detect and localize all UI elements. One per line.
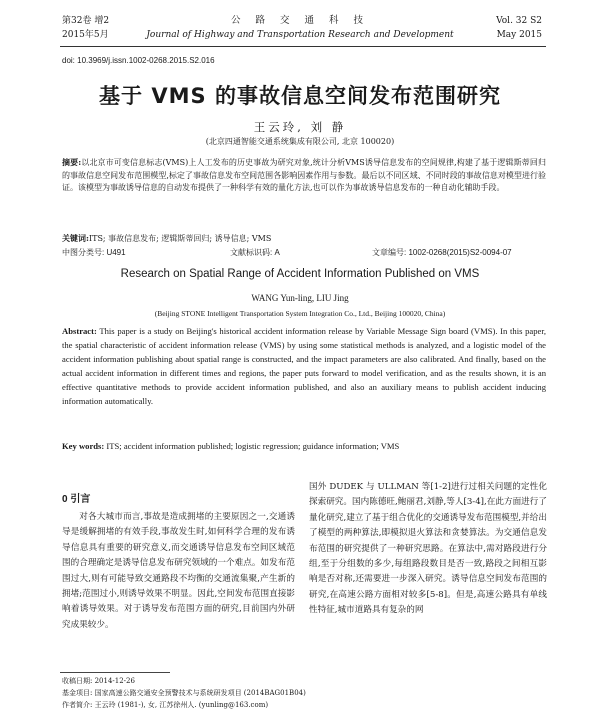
body-right-column: 国外 DUDEK 与 ULLMAN 等[1-2]进行过相关问题的定性化探索研究。国内陈德旺,鲍丽君,刘静,等人[3-4],在此方面进行了量化研究,建立了基于组合优化的交通诱导发布范围模型,并给出了模型的两种算法,即模拟退火算法和贪婪算法。为交通信息发布范围的研究提供了一种研究思路。在算法中,需对路段进行分组,至于分组数的多少,每组路段数目是否一致,路段之间相互影响是否对称,还需要进一步深入研究。诱导信息空间发布范围的研究,在高速公路方面相对较多[5-8]。但是,高速公路具有单线性特征,城市道路具有复杂的网 <box>309 482 547 616</box>
keywords-cn <box>62 233 271 244</box>
abstract-en-text: This paper is a study on Beijing's historical accident information release by Variable Message Sign board (VMS). In this paper, the spatial characteristic of accident information release (VMS) by using some statistical methods is analyzed, and a logistic model of the accident information publishing about spatial range is constructed, and the impact parameters are also calibrated. And finally, based on the actual accident information in different times and regions, the paper puts forward to model verification, and as the results shown, it is an effective quantitative methods to provide accident information published, and also an auxiliary means to publish accident inducing information automatically. <box>62 326 546 407</box>
keywords-en-text: ITS; accident information published; logistic regression; guidance information; VMS <box>106 441 400 451</box>
article-number: 文章编号: 1002-0268(2015)S2-0094-07 <box>372 248 512 257</box>
section-heading-introduction: 0 引言 <box>62 494 91 505</box>
footnote-rule <box>60 672 170 673</box>
footnote-received: 收稿日期: 2014-12-26 <box>62 677 135 685</box>
body-left-column: 对各大城市而言,事故是造成拥堵的主要原因之一,交通诱导是缓解拥堵的有效手段,事故发生时,如何科学合理的发布诱导信息具有重要的研究意义,而交通诱导信息发布空间区域范围的合理确定是诱导信息发布研究领域的一个难点。如发布范围过大,则有可能导致交通路段不均衡的交通流集聚,产生新的拥堵;范围过小,则诱导效果不明显。因此,空间发布范围直接影响着诱导效果。对于诱导发布范围方面的研究,目前国内外研究成果较少。 <box>62 512 295 630</box>
abstract-cn <box>62 156 546 195</box>
volume-en: Vol. 32 S2 <box>496 16 542 26</box>
abstract-en <box>62 324 546 409</box>
doi: doi: 10.3969/j.issn.1002-0268.2015.S2.016 <box>62 56 215 65</box>
journal-name-cn: 公 路 交 通 科 技 <box>230 15 370 26</box>
footnote-author: 作者简介: 王云玲 (1981-), 女, 江苏徐州人. (yunling@163.com) <box>62 701 269 709</box>
keywords-en <box>62 441 546 451</box>
abstract-cn-text: 以北京市可变信息标志(VMS)上人工发布的历史事故为研究对象,统计分析VMS诱导信息发布的空间规律,构建了基于逻辑斯蒂回归的事故信息空间发布范围模型,标定了事故信息发布空间范围各影响因素作用与参数。最后以不同区域、不同时段的事故信息对模型进行验证。该模型为事故诱导信息的自动发布提供了一种科学有效的量化方法,也可以作为事故诱导信息发布的一种自动化辅助手段。 <box>62 158 546 193</box>
abstract-cn-label: 摘要: <box>62 157 82 167</box>
abstract-en-label: Abstract: <box>62 326 97 336</box>
affiliation-en: (Beijing STONE Intelligent Transportation System Integration Co., Ltd., Beijing 100020, China) <box>154 309 446 318</box>
keywords-cn-text: ITS; 事故信息发布; 逻辑斯蒂回归; 诱导信息; VMS <box>88 234 272 243</box>
clc-number: 中图分类号: U491 <box>62 248 126 257</box>
keywords-en-label: Key words: <box>62 441 105 451</box>
paper-title-cn: 基于 VMS 的事故信息空间发布范围研究 <box>99 84 501 108</box>
document-code: 文献标识码: A <box>230 248 280 257</box>
volume-issue: 第32卷 增2 <box>62 16 110 26</box>
paper-title-en: Research on Spatial Range of Accident Information Published on VMS <box>120 268 480 280</box>
footnote-fund: 基金项目: 国家高速公路交通安全预警技术与系统研发项目 (2014BAG01B04) <box>62 689 306 697</box>
authors-en: WANG Yun-ling, LIU Jing <box>251 293 349 303</box>
keywords-cn-label: 关键词: <box>62 233 89 243</box>
publication-date-cn: 2015年5月 <box>62 30 109 40</box>
journal-name-en: Journal of Highway and Transportation Research and Development <box>146 30 454 40</box>
authors-cn: 王云玲, 刘 静 <box>253 120 347 134</box>
journal-volume-info-en <box>496 14 542 42</box>
header-rule <box>60 46 546 47</box>
publication-date-en: May 2015 <box>496 30 542 40</box>
affiliation-cn: (北京四通智能交通系统集成有限公司, 北京 100020) <box>205 137 395 146</box>
